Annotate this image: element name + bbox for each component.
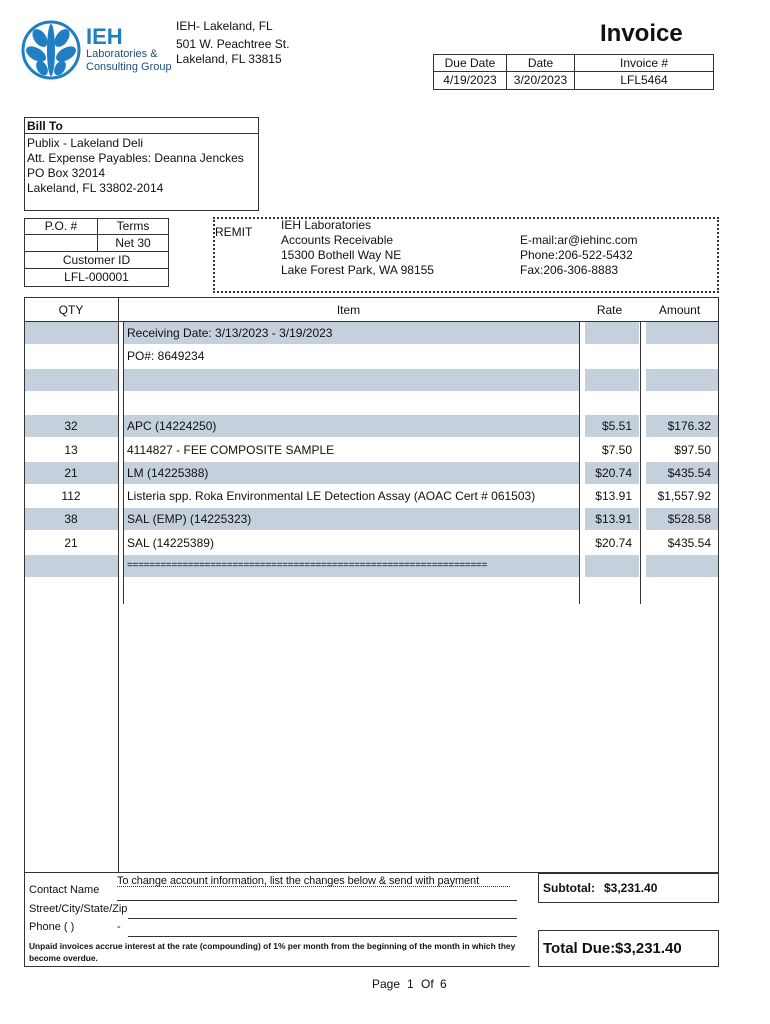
remit-email: E-mail:ar@iehinc.com	[520, 233, 638, 247]
phone-dash: -	[117, 921, 121, 933]
header-amount: Amount	[658, 303, 701, 317]
row-qty: 32	[64, 419, 78, 433]
row-qty: 21	[64, 466, 78, 480]
phone-line	[128, 936, 517, 937]
remit-fax: Fax:206-306-8883	[520, 263, 619, 277]
row-item: Listeria spp. Roka Environmental LE Detection Assay (AOAC Cert # 061503)	[127, 489, 536, 503]
row-amount: $528.58	[667, 512, 711, 526]
remit-line-3: 15300 Bothell Way NE	[281, 248, 402, 262]
row-item: PO#: 8649234	[127, 349, 205, 363]
row-item: =================================================================	[127, 560, 488, 571]
subtotal-value: $3,231.40	[604, 881, 658, 895]
row-item: APC (14224250)	[127, 419, 217, 433]
company-street: 501 W. Peachtree St.	[176, 37, 290, 51]
invoice-number-value: LFL5464	[574, 71, 714, 90]
date-label: Date	[506, 54, 575, 72]
row-rate: $13.91	[595, 512, 632, 526]
customer-id-label: Customer ID	[24, 251, 169, 269]
row-rate: $20.74	[595, 466, 632, 480]
logo-subline-2: Consulting Group	[86, 61, 172, 73]
company-city: Lakeland, FL 33815	[176, 52, 282, 66]
col-divider-qty	[118, 297, 119, 873]
due-date-value: 4/19/2023	[433, 71, 507, 90]
row-shading	[25, 555, 118, 577]
invoice-number-label: Invoice #	[574, 54, 714, 72]
bill-to-line-1: Publix - Lakeland Deli	[27, 136, 144, 150]
row-item: 4114827 - FEE COMPOSITE SAMPLE	[127, 443, 335, 457]
row-amount: $435.54	[667, 536, 711, 550]
due-date-label: Due Date	[433, 54, 507, 72]
po-label: P.O. #	[24, 218, 98, 235]
row-shading	[585, 555, 639, 577]
row-qty: 112	[61, 489, 81, 503]
row-item: SAL (EMP) (14225323)	[127, 512, 252, 526]
po-value	[24, 234, 98, 252]
header-item: Item	[336, 303, 361, 317]
row-item: Receiving Date: 3/13/2023 - 3/19/2023	[127, 326, 333, 340]
row-amount: $176.32	[667, 419, 711, 433]
row-shading	[585, 369, 639, 391]
change-account-note: To change account information, list the changes below & send with payment	[117, 875, 480, 887]
bill-to-line-4: Lakeland, FL 33802-2014	[27, 181, 164, 195]
remit-line-2: Accounts Receivable	[281, 233, 394, 247]
page-of-label: Of	[421, 977, 434, 991]
remit-line-4: Lake Forest Park, WA 98155	[281, 263, 434, 277]
row-shading	[646, 369, 718, 391]
phone-label: Phone ( )	[29, 921, 75, 933]
row-amount: $435.54	[667, 466, 711, 480]
page-title: Invoice	[600, 20, 683, 47]
remit-phone: Phone:206-522-5432	[520, 248, 633, 262]
bill-to-line-3: PO Box 32014	[27, 166, 106, 180]
street-label: Street/City/State/Zip	[29, 903, 128, 915]
row-item: LM (14225388)	[127, 466, 209, 480]
row-shading	[585, 322, 639, 344]
bill-to-line-2: Att. Expense Payables: Deanna Jenckes	[27, 151, 244, 165]
page-current: 1	[407, 977, 414, 991]
unpaid-note-2: become overdue.	[29, 953, 98, 963]
terms-label: Terms	[97, 218, 169, 235]
page-label: Page	[372, 977, 401, 991]
unpaid-note-1: Unpaid invoices accrue interest at the rate (compounding) of 1% per month from the beginning of the month in which they	[29, 941, 516, 951]
date-value: 3/20/2023	[506, 71, 575, 90]
header-rate: Rate	[596, 303, 623, 317]
company-logo	[20, 20, 82, 80]
total-due-value: $3,231.40	[615, 940, 682, 957]
header-qty: QTY	[58, 303, 84, 317]
row-item: SAL (14225389)	[127, 536, 214, 550]
terms-value: Net 30	[97, 234, 169, 252]
row-rate: $20.74	[595, 536, 632, 550]
remit-label: REMIT	[215, 225, 253, 239]
page-total: 6	[440, 977, 447, 991]
globe-leaf-icon	[20, 20, 82, 80]
row-amount: $97.50	[674, 443, 711, 457]
subtotal-label: Subtotal:	[543, 881, 595, 895]
bill-to-label: Bill To	[27, 119, 63, 133]
row-shading	[646, 555, 718, 577]
row-shading	[25, 369, 118, 391]
total-due-label: Total Due:	[543, 940, 616, 957]
row-amount: $1,557.92	[657, 489, 711, 503]
row-qty: 21	[64, 536, 78, 550]
logo-subline-1: Laboratories &	[86, 48, 158, 60]
row-rate: $5.51	[601, 419, 632, 433]
contact-name-line	[117, 900, 517, 901]
company-location: IEH- Lakeland, FL	[176, 19, 273, 33]
customer-id-value: LFL-000001	[24, 268, 169, 287]
row-qty: 13	[64, 443, 78, 457]
remit-line-1: IEH Laboratories	[281, 218, 372, 232]
logo-wordmark: IEH	[86, 24, 123, 49]
col-divider-rate	[640, 321, 641, 604]
contact-name-label: Contact Name	[29, 884, 100, 896]
col-divider-item	[579, 321, 580, 604]
row-rate: $7.50	[601, 443, 632, 457]
row-shading	[25, 322, 118, 344]
row-shading	[646, 322, 718, 344]
street-line	[128, 918, 517, 919]
row-qty: 38	[64, 512, 78, 526]
row-shading	[124, 369, 579, 391]
row-rate: $13.91	[595, 489, 632, 503]
